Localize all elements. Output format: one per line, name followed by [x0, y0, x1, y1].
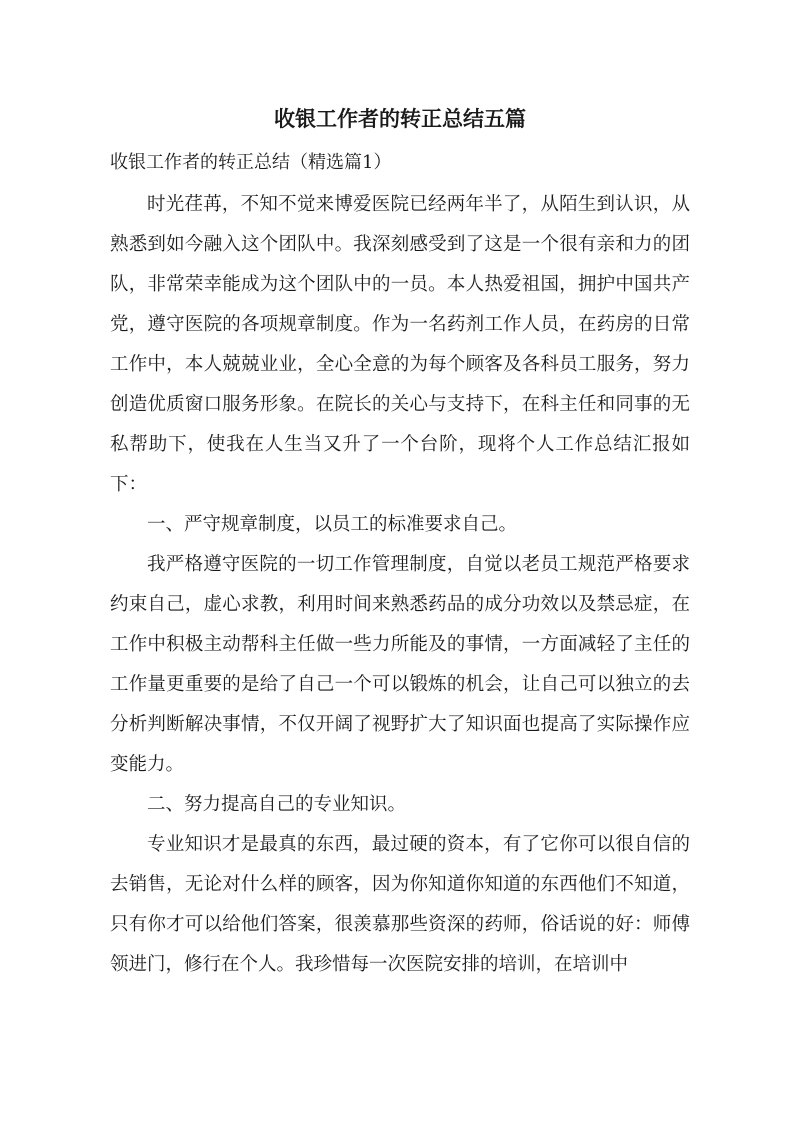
document-title: 收银工作者的转正总结五篇 — [274, 106, 526, 131]
paragraph-heading-2: 二、努力提高自己的专业知识。 — [147, 794, 407, 815]
paragraph-heading-1: 一、严守规章制度，以员工的标准要求自己。 — [147, 514, 518, 535]
paragraph-rules: 我严格遵守医院的一切工作管理制度，自觉以老员工规范严格要求约束自己，虚心求教，利用时间来熟悉药品的成分功效以及禁忌症，在工作中积极主动帮科主任做一些力所能及的事情，一方面减轻了主任的工作量更重要的是给了自己一个可以锻炼的机会，让自己可以独立的去分析判断解决事情，不仅开阔了视野扩大了知识面也提高了实际操作应变能力。 — [110, 554, 690, 775]
section-heading: 收银工作者的转正总结（精选篇1） — [110, 152, 392, 173]
document-body — [110, 185, 690, 985]
paragraph-knowledge: 专业知识才是最真的东西，最过硬的资本，有了它你可以很自信的去销售，无论对什么样的顾客，因为你知道你知道的东西他们不知道，只有你才可以给他们答案，很羡慕那些资深的药师，俗话说的好：师傅领进门，修行在个人。我珍惜每一次医院安排的培训，在培训中 — [110, 834, 690, 975]
paragraph-intro: 时光荏苒，不知不觉来博爱医院已经两年半了，从陌生到认识，从熟悉到如今融入这个团队中。我深刻感受到了这是一个很有亲和力的团队，非常荣幸能成为这个团队中的一员。本人热爱祖国，拥护中国共产党，遵守医院的各项规章制度。作为一名药剂工作人员，在药房的日常工作中，本人兢兢业业，全心全意的为每个顾客及各科员工服务，努力创造优质窗口服务形象。在院长的关心与支持下，在科主任和同事的无私帮助下，使我在人生当又升了一个台阶，现将个人工作总结汇报如下： — [110, 194, 690, 495]
